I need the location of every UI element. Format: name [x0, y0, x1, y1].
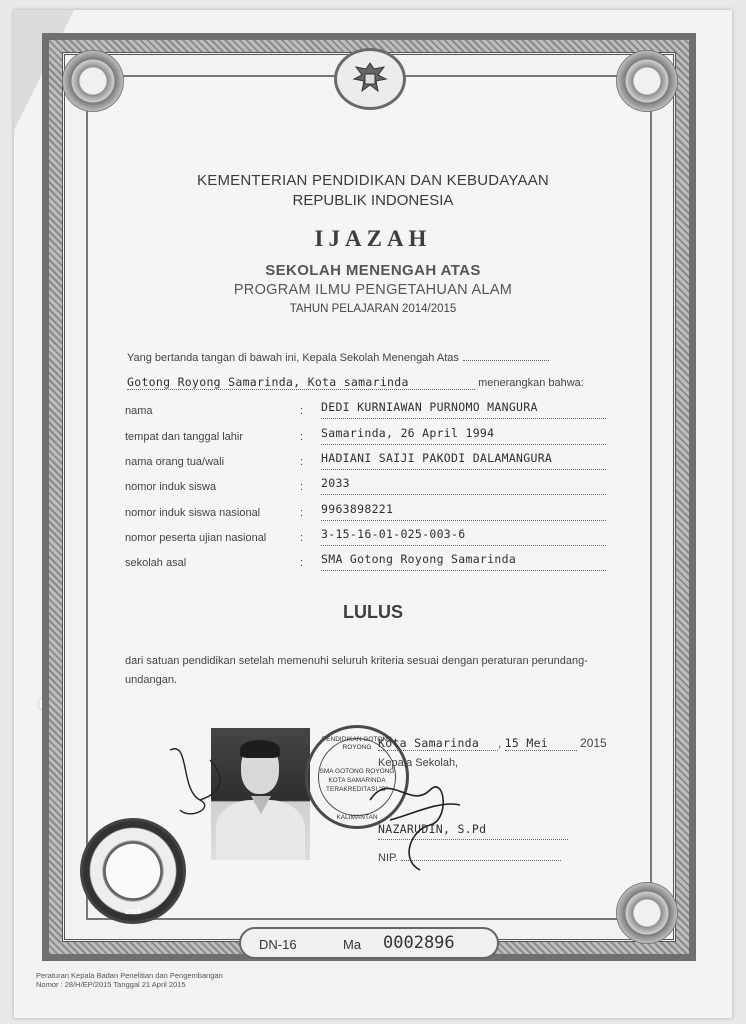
field-row	[125, 401, 609, 421]
place-date-line: Kota Samarinda , 15 Mei 2015	[378, 736, 607, 750]
corner-ornament	[616, 50, 678, 112]
field-colon: :	[300, 532, 304, 544]
statement-text: dari satuan pendidikan setelah memenuhi seluruh kriteria sesuai dengan peraturan perundang-undangan.	[125, 655, 588, 686]
field-label: nama orang tua/wali	[125, 456, 225, 468]
serial-number-box	[239, 927, 499, 959]
ministry-name: KEMENTERIAN PENDIDIKAN DAN KEBUDAYAAN	[197, 172, 549, 189]
school-name-line	[127, 375, 607, 390]
regulation-footer	[36, 971, 223, 989]
footer-line: Nomor : 28/H/EP/2015 Tanggal 21 April 2015	[36, 980, 186, 989]
national-student-number-value: 9963898221	[321, 502, 606, 521]
field-label: nomor induk siswa nasional	[125, 507, 261, 519]
field-label: sekolah asal	[125, 557, 187, 569]
intro-statement	[127, 352, 607, 364]
signer-position: Kepala Sekolah,	[378, 757, 459, 769]
field-colon: :	[300, 507, 304, 519]
stamp-line: TERAKREDITASI "B"	[326, 786, 388, 793]
origin-school-value: SMA Gotong Royong Samarinda	[321, 552, 606, 571]
field-label: tempat dan tanggal lahir	[125, 431, 244, 443]
dotted-line	[401, 860, 561, 861]
school-level: SEKOLAH MENENGAH ATAS	[265, 262, 481, 279]
nip-label: NIP.	[378, 852, 398, 864]
photo-hair	[240, 740, 280, 758]
year-value: 2015	[580, 736, 607, 750]
birth-place-date-value: Samarinda, 26 April 1994	[321, 426, 606, 445]
field-label: nama	[125, 405, 153, 417]
serial-number: 0002896	[383, 933, 455, 953]
field-label: nomor peserta ujian nasional	[125, 532, 267, 544]
field-colon: :	[300, 431, 304, 443]
field-row	[125, 503, 609, 523]
city-value: Kota Samarinda	[378, 736, 498, 751]
date-value: 15 Mei	[505, 736, 577, 751]
academic-year: TAHUN PELAJARAN 2014/2015	[289, 303, 457, 315]
field-row	[125, 452, 609, 472]
field-colon: :	[300, 405, 304, 417]
field-row	[125, 528, 609, 548]
intro-suffix: menerangkan bahwa:	[478, 377, 584, 389]
corner-ornament	[616, 882, 678, 944]
embossed-seal-icon	[80, 818, 186, 924]
stamp-line: SMA GOTONG ROYONG	[319, 768, 395, 775]
stamp-line: KOTA SAMARINDA	[328, 777, 386, 784]
nip-line	[378, 852, 568, 864]
field-row	[125, 427, 609, 447]
field-row	[125, 477, 609, 497]
serial-type: Ma	[343, 937, 362, 952]
stamp-top-text: PENDIDIKAN GOTONG ROYONG	[321, 736, 393, 751]
signer-name: NAZARUDIN, S.Pd	[378, 822, 568, 840]
field-colon: :	[300, 481, 304, 493]
footer-line: Peraturan Kepala Badan Penelitian dan Pengembangan	[36, 971, 223, 980]
garuda-emblem-icon	[334, 48, 406, 110]
study-program: PROGRAM ILMU PENGETAHUAN ALAM	[233, 282, 513, 298]
school-name-value: Gotong Royong Samarinda, Kota samarinda	[127, 375, 475, 390]
serial-code: DN-16	[259, 937, 297, 952]
field-row	[125, 553, 609, 573]
dotted-line	[463, 360, 549, 361]
seal-text: 2015	[125, 909, 141, 916]
stamp-bottom-text: KALIMANTAN	[336, 814, 378, 821]
student-photo	[211, 728, 310, 860]
student-number-value: 2033	[321, 476, 606, 495]
field-label: nomor induk siswa	[125, 481, 217, 493]
parent-name-value: HADIANI SAIJI PAKODI DALAMANGURA	[321, 451, 606, 470]
country-name: REPUBLIK INDONESIA	[292, 192, 454, 209]
result-text: LULUS	[343, 602, 403, 622]
field-colon: :	[300, 557, 304, 569]
student-name-value: DEDI KURNIAWAN PURNOMO MANGURA	[321, 400, 606, 419]
intro-text: Yang bertanda tangan di bawah ini, Kepala Sekolah Menengah Atas	[127, 352, 459, 364]
field-colon: :	[300, 456, 304, 468]
certificate-title: IJAZAH	[314, 226, 432, 251]
corner-ornament	[62, 50, 124, 112]
exam-participant-number-value: 3-15-16-01-025-003-6	[321, 527, 606, 546]
